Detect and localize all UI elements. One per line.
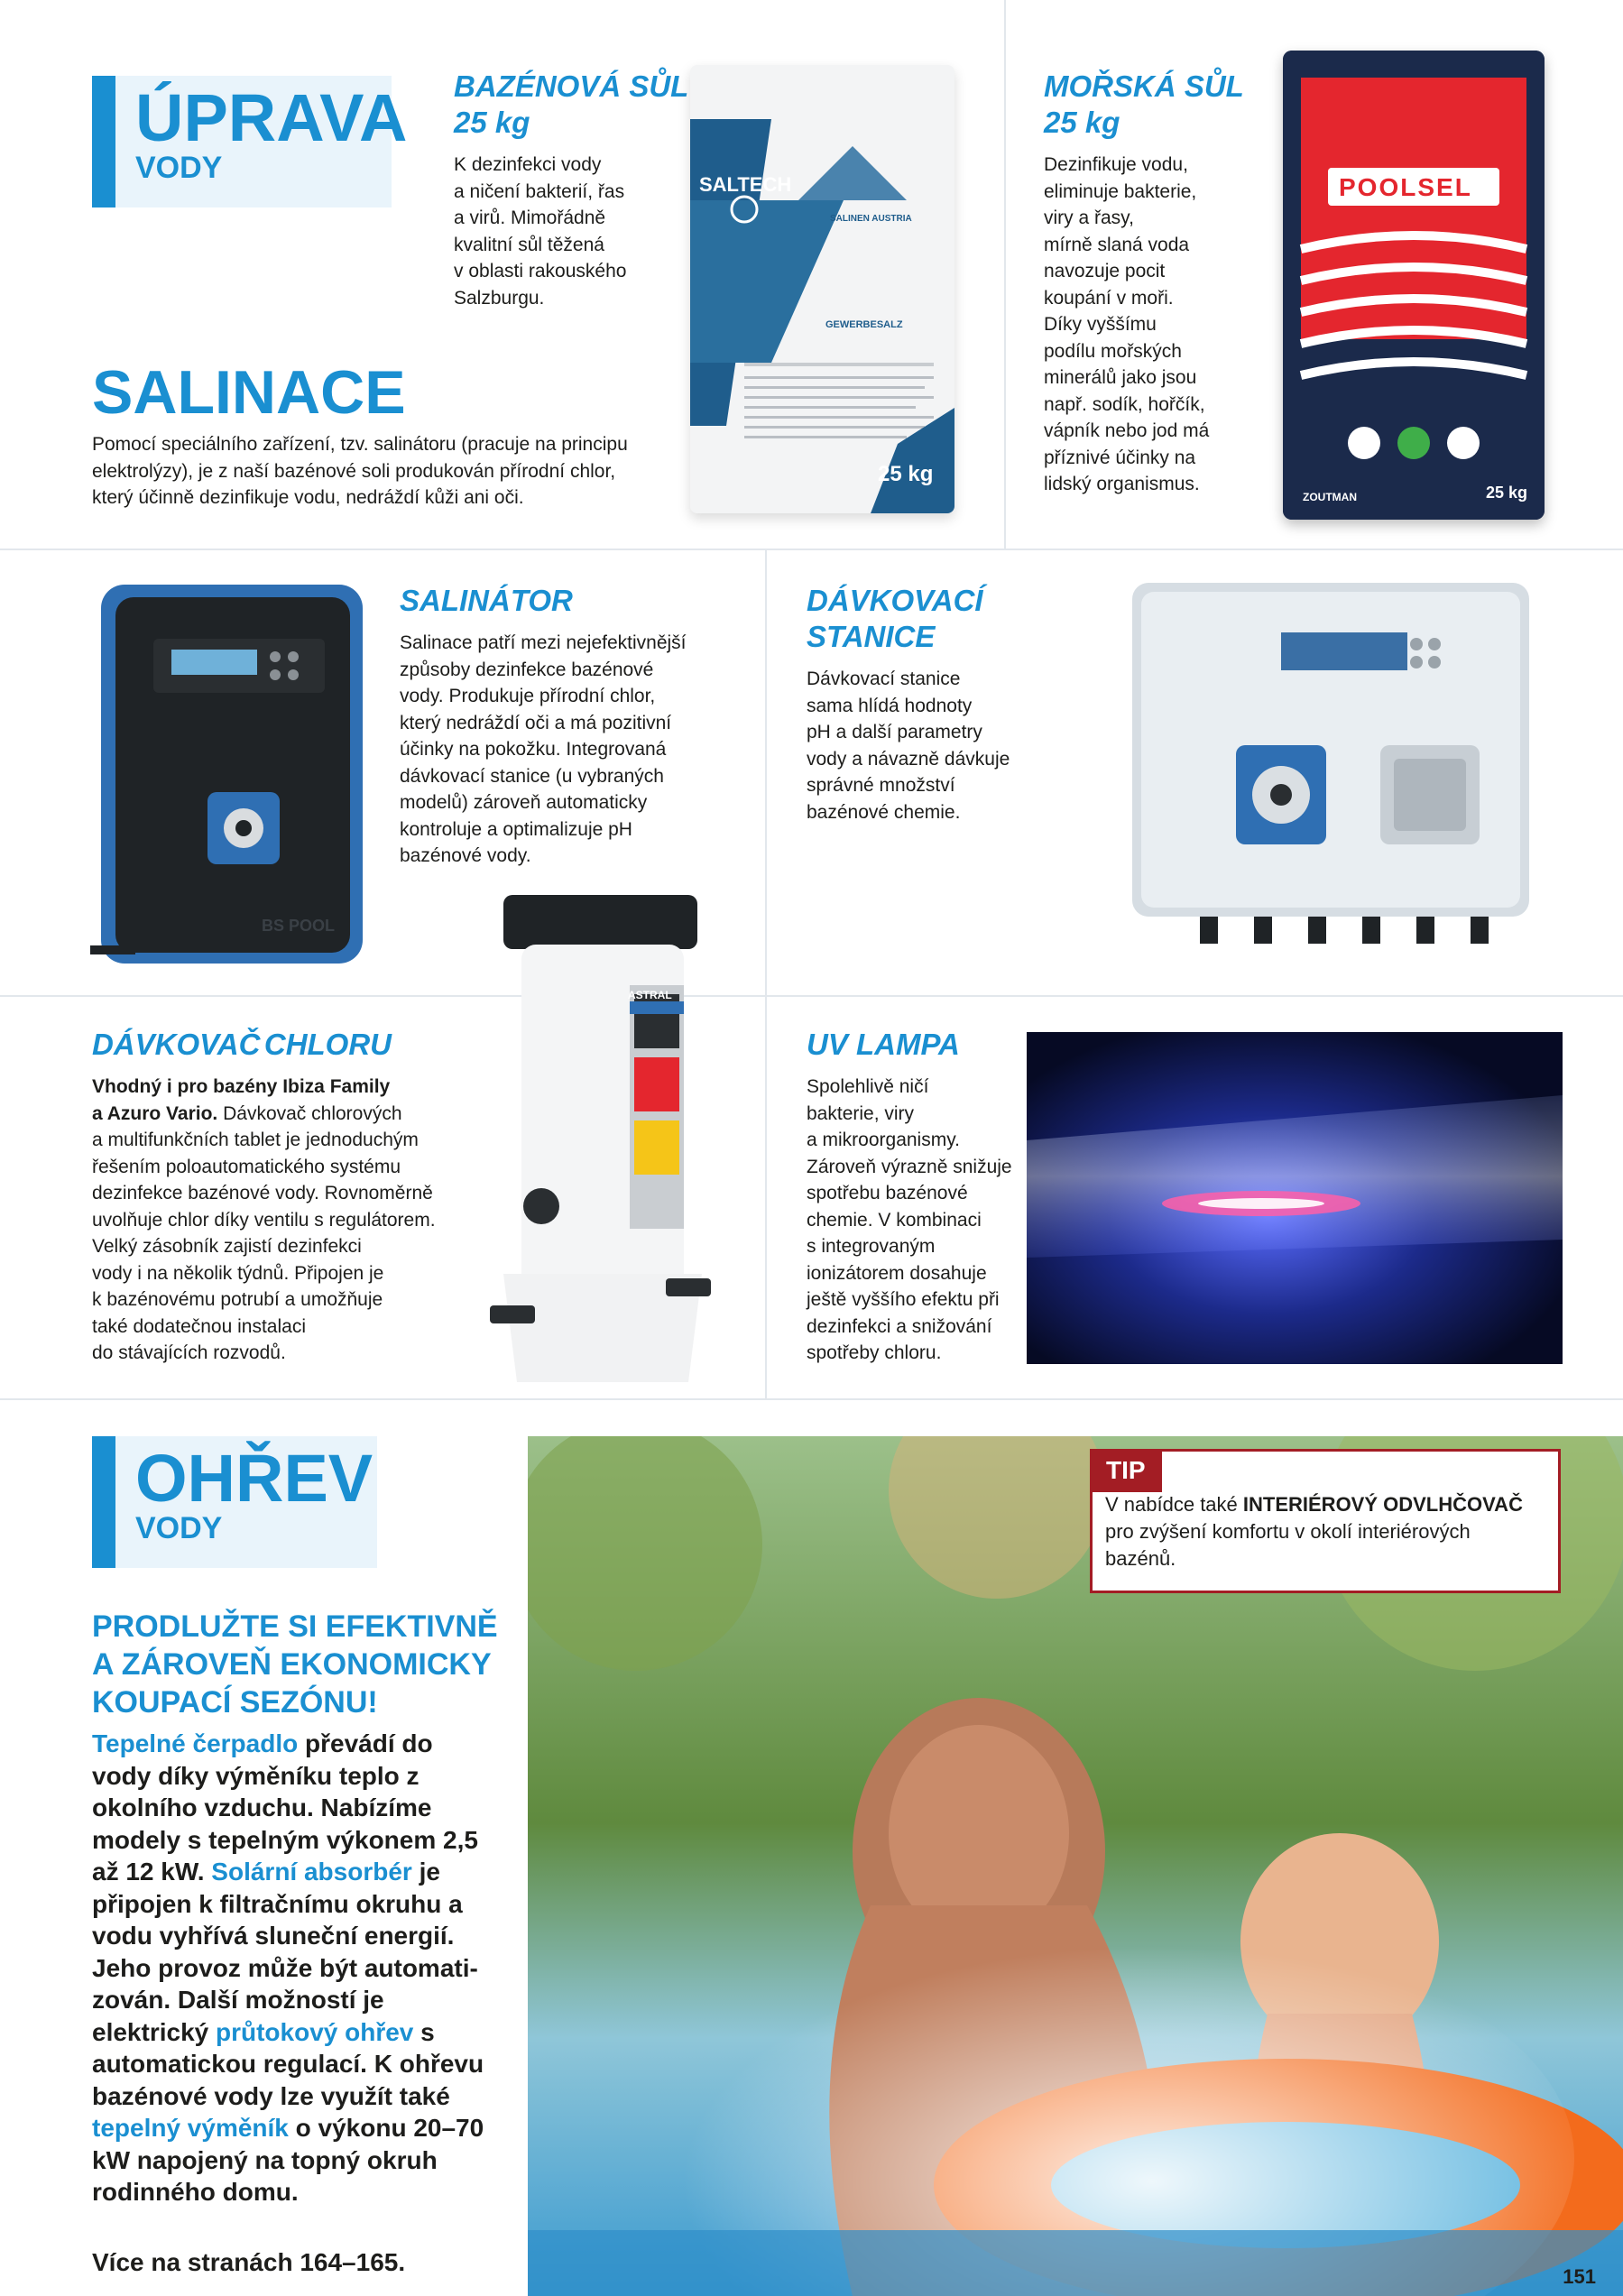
product-title-part-2: STANICE: [807, 620, 936, 653]
heating-headline: PRODLUŽTE SI EFEKTIVNĚ A ZÁROVEŇ EKONOMICKY KOUPACÍ SEZÓNU!: [92, 1609, 498, 1720]
product-title-part-1: DÁVKOVAČ: [92, 1028, 261, 1061]
section-accent-bar: [92, 76, 115, 207]
device-label: BS POOL: [262, 917, 336, 935]
text-part-3: s automatickou regulací. K ohřevu bazénové vody lze využít také: [92, 2017, 484, 2110]
section-title: OHŘEV: [135, 1441, 373, 1516]
section-header-uprava: [92, 76, 408, 207]
product-title-part-2: CHLORU: [263, 1028, 392, 1061]
product-title: [92, 1027, 489, 1063]
bag-maker-label: SALINEN AUSTRIA: [830, 214, 912, 224]
divider-horizontal-1: [0, 549, 1623, 550]
tip-text: [1105, 1491, 1544, 1572]
divider-vertical-top: [1004, 0, 1006, 550]
tip-text-pre: V nabídce také: [1105, 1493, 1243, 1516]
heating-description: [92, 1728, 489, 2208]
product-title: BAZÉNOVÁ SŮL: [454, 69, 689, 103]
poolsel-salt-bag-image: [1283, 51, 1545, 520]
product-davkovaci-stanice: [807, 583, 1095, 825]
bag-product-label: GEWERBESALZ: [825, 319, 903, 330]
section-header-ohrev: [92, 1436, 377, 1568]
product-title: MOŘSKÁ SŮL: [1044, 69, 1244, 103]
heating-more-pages: Více na stranách 164–165.: [92, 2248, 406, 2276]
tip-label: TIP: [1090, 1449, 1162, 1492]
section-accent-bar: [92, 1436, 115, 1568]
product-weight: 25 kg: [454, 106, 530, 139]
product-description: Dávkovací stanice sama hlídá hodnoty pH a další parametry vody a návazně dávkuje správné množství bazénové chemie.: [807, 669, 1010, 823]
tip-text-post: pro zvýšení komfortu v okolí interiérových bazénů.: [1105, 1520, 1471, 1570]
bag-weight-label: 25 kg: [1486, 484, 1528, 502]
dosing-station-graphic: [1119, 574, 1543, 971]
chlorine-dispenser-graphic: [485, 895, 720, 1400]
section-subtitle: VODY: [135, 151, 223, 185]
section-header-box: [115, 76, 408, 207]
product-weight: 25 kg: [1044, 106, 1120, 139]
tip-text-bold: INTERIÉROVÝ ODVLHČOVAČ: [1242, 1493, 1523, 1516]
device-label: ASTRAL: [628, 989, 672, 1001]
product-davkovac-chloru: [92, 1027, 489, 1367]
bag-brand-label: SALTECH: [699, 173, 792, 196]
section-title: ÚPRAVA: [135, 80, 408, 155]
highlight-flow-heater: průtokový ohřev: [216, 2017, 414, 2046]
product-title-part-1: DÁVKOVACÍ: [807, 584, 983, 617]
salinator-device-graphic: [90, 585, 365, 968]
chlorine-dispenser-image: [485, 895, 720, 1400]
product-morska-sul: [1044, 69, 1269, 498]
tip-box: [1090, 1449, 1561, 1593]
dosing-station-image: [1119, 574, 1543, 971]
saltech-salt-bag-image: [690, 65, 954, 513]
divider-horizontal-3: [0, 1398, 1623, 1400]
product-description: Spolehlivě ničí bakterie, viry a mikroorganismy. Zároveň výrazně snižuje spotřebu bazénové chemie. V kombinaci s integrovaným ionizátorem dosahuje ještě vyššího efektu při dezinfekci a snižování spotřeby chloru.: [807, 1076, 1012, 1363]
salinator-device-image: [90, 585, 365, 968]
uv-lamp-graphic: [1027, 1032, 1563, 1364]
product-description: [92, 1074, 489, 1367]
product-description: K dezinfekci vody a ničení bakterií, řas a virů. Mimořádně kvalitní sůl těžená v oblasti rakouského Salzburgu.: [454, 154, 627, 309]
highlight-heat-exchanger: tepelný výměník: [92, 2114, 289, 2142]
product-title: UV LAMPA: [807, 1028, 960, 1061]
bag-weight-label: 25 kg: [878, 462, 934, 486]
saltech-bag-graphic: [690, 65, 954, 513]
salinace-description: Pomocí speciálního zařízení, tzv. salinátoru (pracuje na principu elektrolýzy), je z naší bazénové soli produkován přírodní chlor, který účinně dezinfikuje vodu, nedráždí kůži ani oči.: [92, 434, 628, 508]
highlight-heat-pump: Tepelné čerpadlo: [92, 1729, 299, 1757]
product-lead: Vhodný i pro bazény Ibiza Family a Azuro Vario.: [92, 1076, 391, 1124]
bag-brand-label: POOLSEL: [1339, 173, 1472, 201]
product-salinator: [400, 583, 752, 870]
product-bazenova-sul: [454, 69, 697, 311]
page-number: 151: [1563, 2265, 1596, 2288]
section-header-box: [115, 1436, 377, 1568]
product-title: SALINÁTOR: [400, 584, 573, 617]
product-description: Salinace patří mezi nejefektivnější způsoby dezinfekce bazénové vody. Produkuje přírodní chlor, který nedráždí oči a má pozitivní účinky na pokožku. Integrovaná dávkovací stanice (u vybraných modelů) zároveň automaticky kontroluje a optimalizuje pH bazénové vody.: [400, 632, 687, 866]
product-description: Dezinfikuje vodu, eliminuje bakterie, viry a řasy, mírně slaná voda navozuje pocit koupání v moři. Díky vyššímu podílu mořských minerálů jako jsou např. sodík, hořčík, vápník nebo jod má příznivé účinky na lidský organismus.: [1044, 154, 1210, 494]
product-text: Dávkovač chlorových a multifunkčních tablet je jednoduchým řešením poloautomatického systému dezinfekce bazénové vody. Rovnoměrně uvolňuje chlor díky ventilu s regulátorem. Velký zásobník zajistí dezinfekci vody i na několik týdnů. Připojen je k bazénovému potrubí a umožňuje také dodatečnou instalaci do stávajících rozvodů.: [92, 1102, 436, 1363]
bag-maker-label: ZOUTMAN: [1303, 491, 1357, 503]
highlight-solar-absorber: Solární absorbér: [211, 1858, 412, 1886]
text-part-4: o výkonu 20–70 kW napojený na topný okruh rodinného domu.: [92, 2114, 484, 2206]
section-subtitle: VODY: [135, 1511, 223, 1545]
salinace-title: SALINACE: [92, 358, 406, 427]
divider-vertical-middle: [765, 550, 767, 1398]
text-part-1: převádí do vody díky výměníku teplo z okolního vzduchu. Nabízíme modely s tepelným výkonem 2,5 až 12 kW.: [92, 1729, 478, 1886]
divider-horizontal-2: [0, 995, 1623, 997]
uv-lamp-image: [1027, 1032, 1563, 1364]
poolsel-bag-graphic: [1283, 51, 1545, 520]
text-part-2: je připojen k filtračnímu okruhu a vodu vyhřívá sluneční energií. Jeho provoz může být automati-zován. Další možností je elektrický: [92, 1858, 478, 2046]
